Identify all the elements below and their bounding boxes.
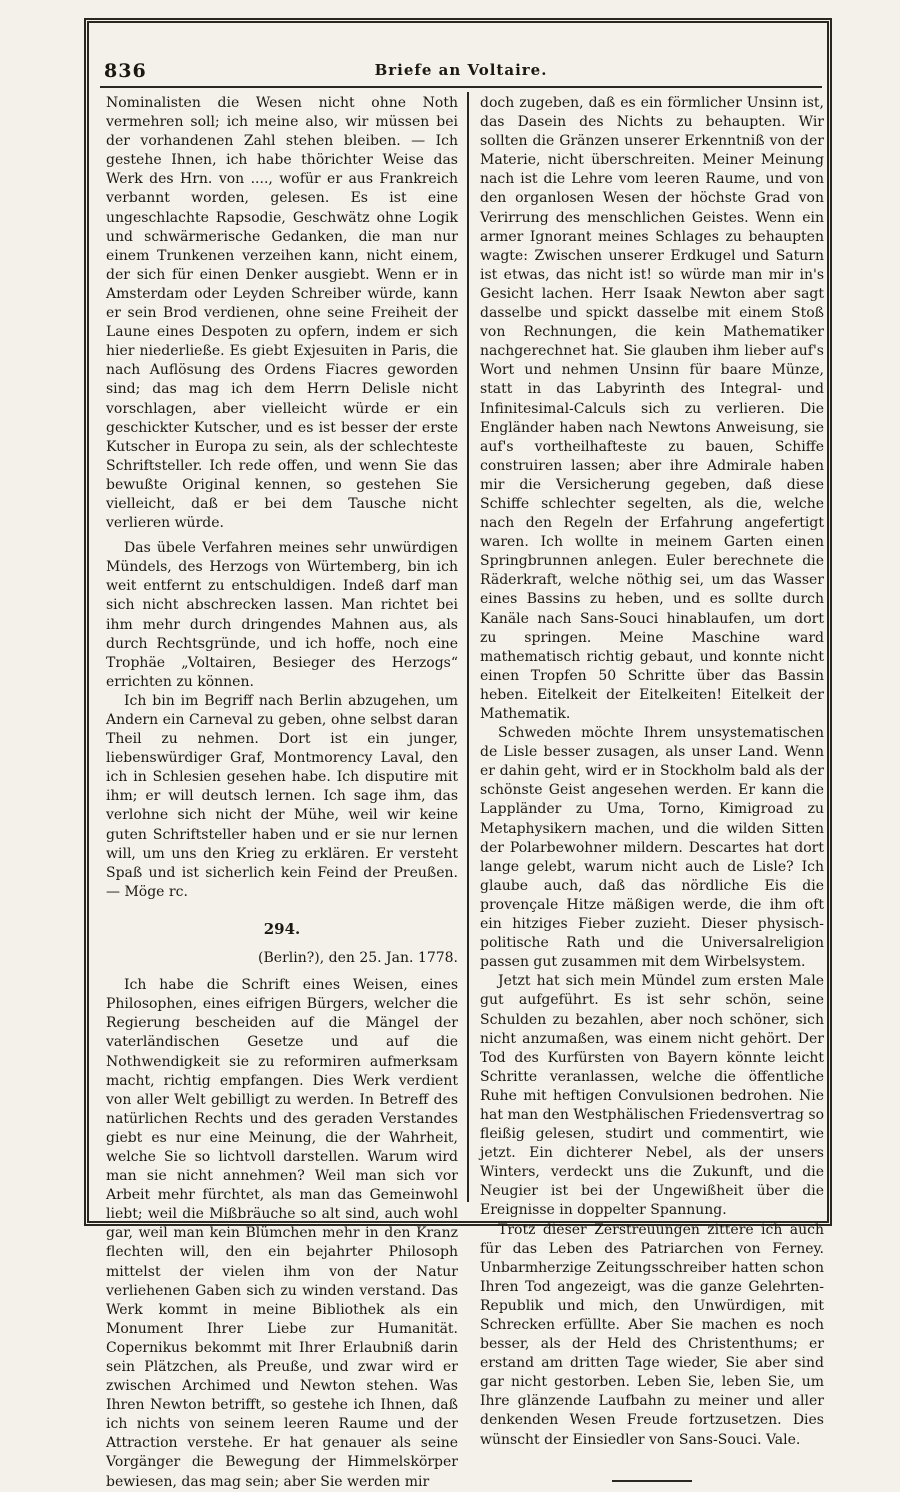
- column-divider: [467, 92, 469, 1202]
- paragraph: Schweden möchte Ihrem unsystematischen de Lisle besser zusagen, als unser Land. Wenn er dahin geht, wird er in Stockholm bald als der schönste Geist angesehen werden. Er kann die Lappländer zu Uma, Torno, Kimigroad zu Metaphysikern machen, und die wilden Sitten der Polarbewohner mildern. Descartes hat dort lange gelebt, warum nicht auch de Lisle? Ich glaube auch, daß das nördliche Eis die provençale Hitze mäßigen werde, die ihm oft ein hitziges Fieber zuzieht. Dieser physisch-politische Rath und die Universalreligion passen gut zusammen mit dem Wirbelsystem.: [480, 725, 824, 971]
- left-column: [106, 94, 458, 1490]
- paragraph: Ich bin im Begriff nach Berlin abzugehen, um Andern ein Carneval zu geben, ohne selbst daran Theil zu nehmen. Dort ist ein junger, liebenswürdiger Graf, Montmorency Laval, den ich in Schlesien gesehen habe. Ich disputire mit ihm; er will deutsch lernen. Ich sage ihm, das verlohne sich nicht der Mühe, weil wir keine guten Schriftsteller haben und er sie nur lernen will, um uns den Krieg zu erklären. Er versteht Spaß und ist sicherlich kein Feind der Preußen. — Möge rc.: [106, 692, 458, 900]
- paragraph: Das übele Verfahren meines sehr unwürdigen Mündels, des Herzogs von Würtemberg, bin ich weit entfernt zu entschuldigen. Indeß darf man sich nicht abschrecken lassen. Man richtet bei ihm mehr durch dringendes Mahnen aus, als durch Rechtsgründe, und ich hoffe, noch eine Trophäe „Voltairen, Besieger des Herzogs“ errichten zu können.: [106, 540, 458, 690]
- end-rule: [612, 1480, 692, 1482]
- paragraph: doch zugeben, daß es ein förmlicher Unsinn ist, das Dasein des Nichts zu behaupten. Wir sollten die Gränzen unserer Erkenntniß von der Materie, nicht überschreiten. Meiner Meinung nach ist die Lehre vom leeren Raume, und von den organlosen Wesen der höchste Grad von Verirrung des menschlichen Geistes. Wenn ein armer Ignorant meines Schlages zu behaupten wagte: Zwischen unserer Erdkugel und Saturn ist etwas, das nicht ist! so würde man mir in's Gesicht lachen. Herr Isaak Newton aber sagt dasselbe und spickt dasselbe mit einem Stoß von Rechnungen, die kein Mathematiker nachgerechnet hat. Sie glauben ihm lieber auf's Wort und nehmen Unsinn für baare Münze, statt in das Labyrinth des Integral- und Infinitesimal-Calculs sich zu verlieren. Die Engländer haben nach Newtons Anweisung, sie auf's vortheilhafteste zu bauen, Schiffe construiren lassen; aber ihre Admirale haben mir die Versicherung gegeben, daß diese Schiffe schlechter segelten, als die, welche nach den Regeln der Erfahrung angefertigt waren. Ich wollte in meinem Garten einen Springbrunnen anlegen. Euler berechnete die Räderkraft, welche nöthig sei, um das Wasser eines Bassins zu heben, und es sollte durch Kanäle nach Sans-Souci hinablaufen, um dort zu springen. Meine Maschine ward mathematisch richtig gebaut, und konnte nicht einen Tropfen 50 Schritte über das Bassin heben. Eitelkeit der Eitelkeiten! Eitelkeit der Mathematik.: [480, 95, 824, 722]
- paragraph: Ich habe die Schrift eines Weisen, eines Philosophen, eines eifrigen Bürgers, welcher die Regierung bescheiden auf die Mängel der vaterländischen Gesetze und auf die Nothwendigkeit sie zu reformiren aufmerksam macht, richtig empfangen. Dies Werk verdient von aller Welt gebilligt zu werden. In Betreff des natürlichen Rechts und des geraden Verstandes giebt es nur eine Meinung, die der Wahrheit, welche Sie so lichtvoll darstellen. Warum wird man sie nicht annehmen? Weil man sich vor Arbeit mehr fürchtet, als man das Gemeinwohl liebt; weil die Mißbräuche so alt sind, auch wohl gar, weil man kein Blümchen mehr in den Kranz flechten will, den ein bejahrter Philosoph mittelst der vielen ihm von der Natur verliehenen Gaben sich zu winden verstand. Das Werk kommt in meine Bibliothek als ein Monument Ihrer Liebe zur Humanität. Copernikus bekommt mit Ihrer Erlaubniß darin sein Plätzchen, als Preuße, und zwar wird er zwischen Archimed und Newton stehen. Was Ihren Newton betrifft, so gestehe ich Ihnen, daß ich nichts von seinem leeren Raume und der Attraction verstehe. Er hat genauer als seine Vorgänger die Bewegung der Himmelskörper bewiesen, das mag sein; aber Sie werden mir: [106, 977, 458, 1490]
- running-head: Briefe an Voltaire.: [374, 61, 548, 79]
- paragraph: Nominalisten die Wesen nicht ohne Noth vermehren soll; ich meine also, wir müssen bei der vorhandenen Zahl stehen bleiben. — Ich gestehe Ihnen, ich habe thörichter Weise das Werk des Hrn. von ...., wofür er aus Frankreich verbannt worden, gelesen. Es ist eine ungeschlachte Rapsodie, Geschwätz ohne Logik und schwärmerische Gedanken, die man nur einem Trunkenen verzeihen kann, nicht einem, der sich für einen Denker ausgiebt. Wenn er in Amsterdam oder Leyden Schreiber würde, kann er sein Brod verdienen, ohne seine Freiheit der Laune eines Despoten zu opfern, indem er sich hier niederließe. Es giebt Exjesuiten in Paris, die nach Auflösung des Ordens Fiacres geworden sind; das mag ich dem Herrn Delisle nicht vorschlagen, aber vielleicht würde er ein geschickter Kutscher, und es ist besser der erste Kutscher in Europa zu sein, als der schlechteste Schriftsteller. Ich rede offen, und wenn Sie das bewußte Original kennen, so gestehen Sie vielleicht, daß er bei dem Tausche nicht verlieren würde.: [106, 95, 458, 532]
- right-column: [480, 94, 824, 1448]
- page-header: [100, 56, 822, 88]
- page-number: 836: [104, 60, 147, 82]
- letter-number: 294.: [263, 919, 301, 938]
- paragraph: Trotz dieser Zerstreuungen zittere ich auch für das Leben des Patriarchen von Ferney. Unbarmherzige Zeitungsschreiber hatten schon Ihren Tod angezeigt, was die ganze Gelehrten-Republik und mich, den Unwürdigen, mit Schrecken erfüllte. Aber Sie machen es noch besser, als der Held des Christenthums; er erstand am dritten Tage wieder, Sie aber sind gar nicht gestorben. Leben Sie, leben Sie, um Ihre glänzende Laufbahn zu meiner und aller denkenden Wesen Freude fortzusetzen. Dies wünscht der Einsiedler von Sans-Souci. Vale.: [480, 1221, 824, 1448]
- paragraph: Jetzt hat sich mein Mündel zum ersten Male gut aufgeführt. Es ist sehr schön, seine Schulden zu bezahlen, aber noch schöner, sich nicht anzumaßen, was einem nicht gehört. Der Tod des Kurfürsten von Bayern könnte leicht Schritte veranlassen, welche die öffentliche Ruhe mit heftigen Convulsionen bedrohen. Nie hat man den Westphälischen Friedensvertrag so fleißig gelesen, studirt und commentirt, wie jetzt. Ein dichterer Nebel, als der unsers Winters, verdeckt uns die Zukunft, und die Neugier ist bei der Ungewißheit über die Ereignisse in doppelter Spannung.: [480, 973, 824, 1219]
- letter-dateline: (Berlin?), den 25. Jan. 1778.: [258, 950, 458, 967]
